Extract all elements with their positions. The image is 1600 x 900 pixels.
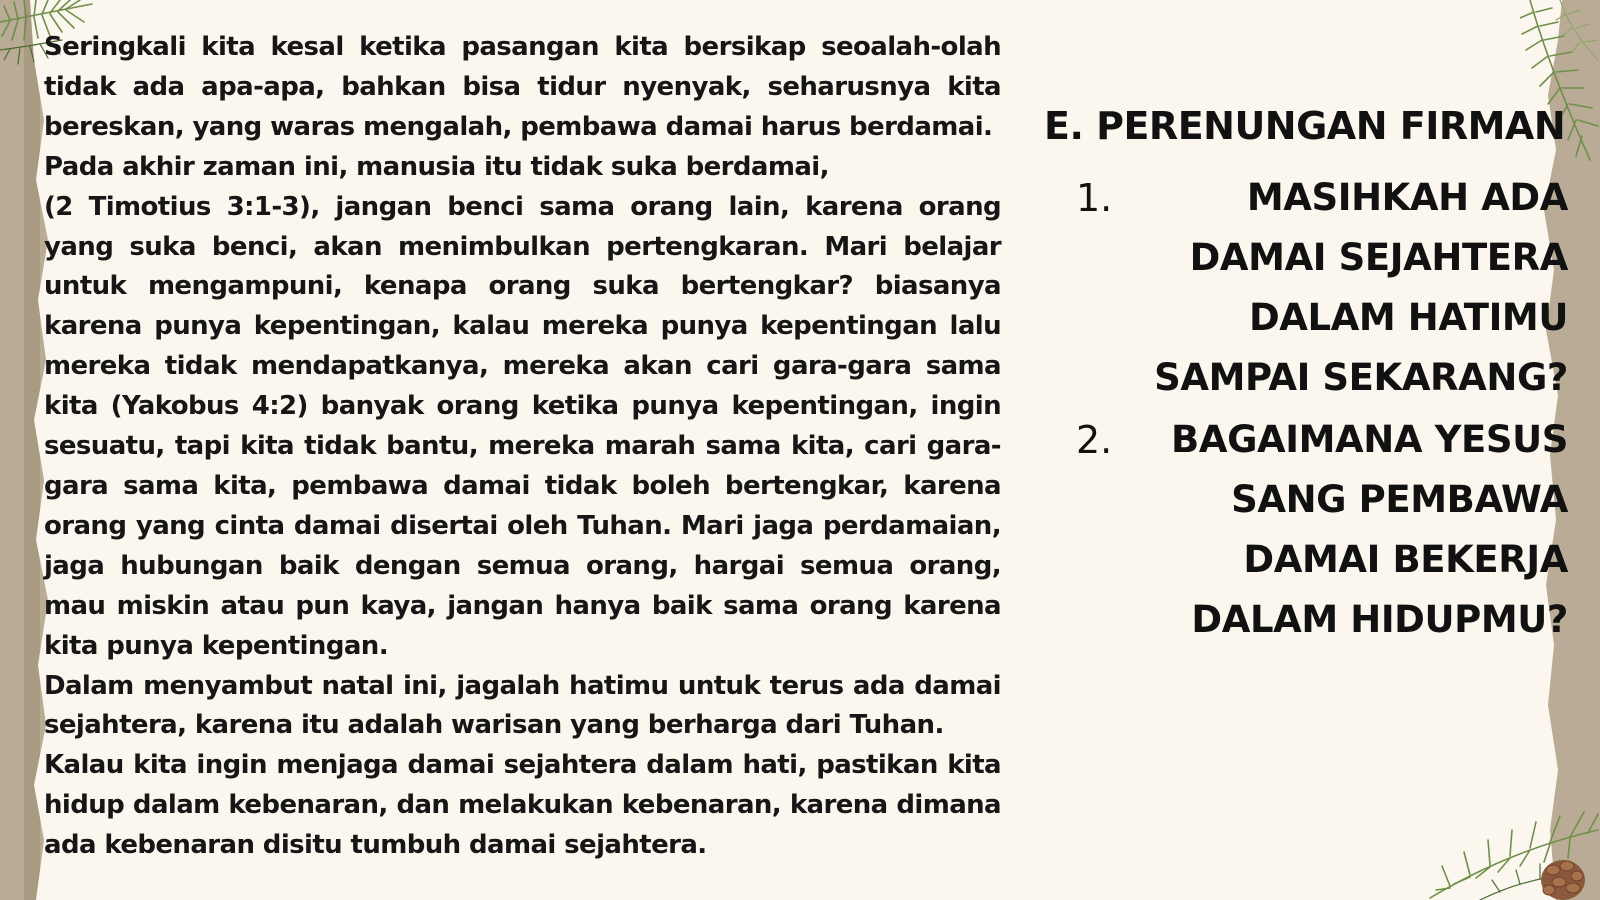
body-text: [44, 28, 1001, 866]
question-text: MASIHKAH ADA DAMAI SEJAHTERA DALAM HATIMU SAMPAI SEKARANG?: [1154, 176, 1568, 399]
body-paragraph: Dalam menyambut natal ini, jagalah hatimu untuk terus ada damai sejahtera, karena itu adalah warisan yang berharga dari Tuhan.: [44, 670, 1001, 741]
body-paragraph: Seringkali kita kesal ketika pasangan kita bersikap seoalah-olah tidak ada apa-apa, bahkan bisa tidur nyenyak, seharusnya kita bereskan, yang waras mengalah, pembawa damai harus berdamai.: [44, 32, 1001, 142]
reflection-question: [1070, 410, 1568, 650]
reflection-question: [1070, 168, 1568, 408]
question-number: 2.: [1076, 418, 1113, 462]
torn-edge-shadow: [24, 0, 40, 900]
section-heading: E. PERENUNGAN FIRMAN: [1044, 104, 1566, 148]
question-text: BAGAIMANA YESUS SANG PEMBAWA DAMAI BEKERJA DALAM HIDUPMU?: [1171, 418, 1568, 641]
question-number: 1.: [1076, 176, 1113, 220]
body-paragraph: Pada akhir zaman ini, manusia itu tidak suka berdamai,: [44, 151, 829, 182]
body-paragraph: (2 Timotius 3:1-3), jangan benci sama orang lain, karena orang yang suka benci, akan menimbulkan pertengkaran. Mari belajar untuk mengampuni, kenapa orang suka bertengkar? biasanya karena punya kepentingan, kalau mereka punya kepentingan lalu mereka tidak mendapatkanya, mereka akan cari gara-gara sama kita (Yakobus 4:2) banyak orang ketika punya kepentingan, ingin sesuatu, tapi kita tidak bantu, mereka marah sama kita, cari gara-gara sama kita, pembawa damai tidak boleh bertengkar, karena orang yang cinta damai disertai oleh Tuhan. Mari jaga perdamaian, jaga hubungan baik dengan semua orang, hargai semua orang, mau miskin atau pun kaya, jangan hanya baik sama orang karena kita punya kepentingan.: [44, 191, 1001, 661]
body-paragraph: Kalau kita ingin menjaga damai sejahtera dalam hati, pastikan kita hidup dalam kebenaran, dan melakukan kebenaran, karena dimana ada kebenaran disitu tumbuh damai sejahtera.: [44, 750, 1001, 861]
